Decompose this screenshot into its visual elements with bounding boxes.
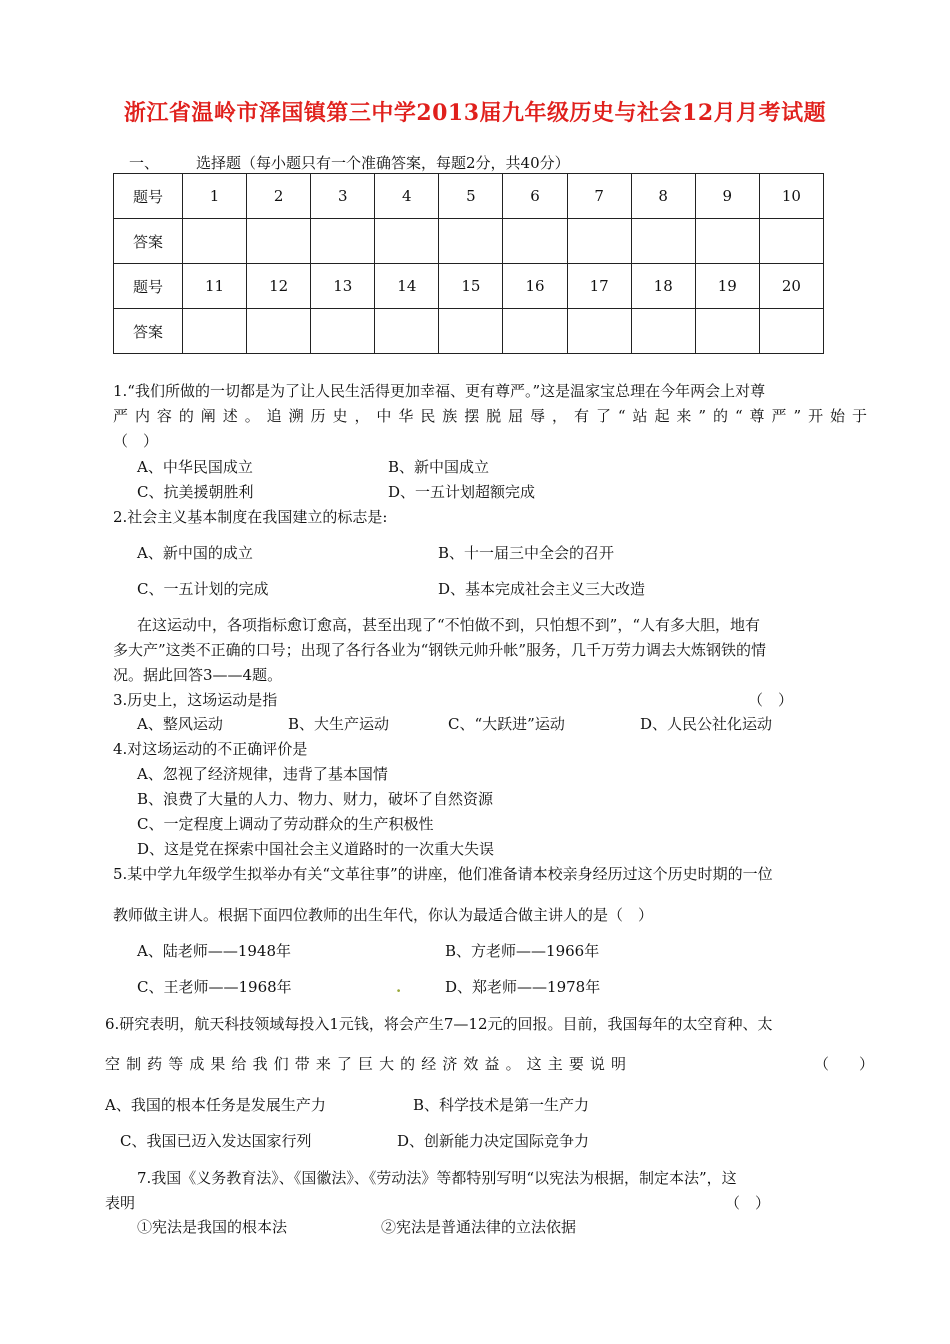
q7-stem-line2: 表明	[105, 1194, 136, 1212]
q7-stem-line1: 7.我国《义务教育法》、《国徽法》、《劳动法》等都特别写明“以宪法为根据，制定本法”，这	[137, 1169, 737, 1187]
answer-cell[interactable]	[439, 219, 503, 264]
table-cell: 14	[375, 264, 439, 309]
answer-cell[interactable]	[503, 309, 567, 354]
q3-option-d[interactable]: D、人民公社化运动	[640, 715, 773, 733]
table-row	[114, 219, 824, 264]
answer-cell[interactable]	[247, 219, 311, 264]
table-cell: 答案	[114, 309, 183, 354]
table-cell: 19	[695, 264, 759, 309]
answer-cell[interactable]	[247, 309, 311, 354]
q6-option-c[interactable]: C、我国已迈入发达国家行列	[120, 1132, 312, 1150]
table-row	[114, 174, 824, 219]
answer-cell[interactable]	[759, 219, 823, 264]
answer-cell[interactable]	[695, 219, 759, 264]
q5-stem-line1: 5.某中学九年级学生拟举办有关“文革往事”的讲座，他们准备请本校亲身经历过这个历史时期的一位	[113, 865, 773, 883]
q6-stem-line1: 6.研究表明，航天科技领域每投入1元钱，将会产生7—12元的回报。目前，我国每年的太空育种、太	[105, 1015, 773, 1033]
q5-option-c[interactable]: C、王老师——1968年	[137, 978, 292, 996]
answer-cell[interactable]	[567, 309, 631, 354]
q3-option-a[interactable]: A、整风运动	[137, 715, 223, 733]
answer-cell[interactable]	[375, 309, 439, 354]
table-cell: 2	[247, 174, 311, 219]
table-cell: 17	[567, 264, 631, 309]
stray-dot: .	[396, 978, 402, 996]
answer-table	[113, 173, 824, 354]
answer-cell[interactable]	[183, 309, 247, 354]
answer-cell[interactable]	[311, 309, 375, 354]
table-cell: 13	[311, 264, 375, 309]
passage-line3: 况。据此回答3——4题。	[113, 666, 283, 684]
answer-cell[interactable]	[567, 219, 631, 264]
answer-cell[interactable]	[375, 219, 439, 264]
q4-option-a[interactable]: A、忽视了经济规律，违背了基本国情	[137, 765, 388, 783]
q1-option-c[interactable]: C、抗美援朝胜利	[137, 483, 254, 501]
section-number: 一、	[129, 154, 160, 172]
q2-option-d[interactable]: D、基本完成社会主义三大改造	[438, 580, 646, 598]
q5-option-d[interactable]: D、郑老师——1978年	[445, 978, 601, 996]
answer-cell[interactable]	[183, 219, 247, 264]
passage-line1: 在这运动中，各项指标愈订愈高，甚至出现了“不怕做不到，只怕想不到”，“人有多大胆，地有	[137, 616, 761, 634]
table-cell: 9	[695, 174, 759, 219]
q1-stem-line2: 严内容的阐述。追溯历史，中华民族摆脱屈辱，有了“站起来”的“尊严”开始于	[113, 407, 867, 425]
table-row	[114, 309, 824, 354]
q2-option-b[interactable]: B、十一届三中全会的召开	[438, 544, 615, 562]
q2-option-c[interactable]: C、一五计划的完成	[137, 580, 269, 598]
table-cell: 答案	[114, 219, 183, 264]
table-cell: 6	[503, 174, 567, 219]
table-cell: 8	[631, 174, 695, 219]
q1-stem-line1: 1.“我们所做的一切都是为了让人民生活得更加幸福、更有尊严。”这是温家宝总理在今年两会上对尊	[113, 382, 766, 400]
q5-option-b[interactable]: B、方老师——1966年	[445, 942, 600, 960]
table-cell: 3	[311, 174, 375, 219]
q3-stem: 3.历史上，这场运动是指	[113, 691, 278, 709]
q7-statement-1[interactable]: ①宪法是我国的根本法	[137, 1218, 288, 1236]
answer-cell[interactable]	[759, 309, 823, 354]
table-cell: 20	[759, 264, 823, 309]
q4-option-c[interactable]: C、一定程度上调动了劳动群众的生产积极性	[137, 815, 434, 833]
table-cell: 4	[375, 174, 439, 219]
answer-cell[interactable]	[439, 309, 503, 354]
section-heading: 选择题（每小题只有一个准确答案，每题2分，共40分）	[196, 154, 570, 172]
q5-option-a[interactable]: A、陆老师——1948年	[137, 942, 292, 960]
q6-option-d[interactable]: D、创新能力决定国际竞争力	[397, 1132, 590, 1150]
q3-option-b[interactable]: B、大生产运动	[288, 715, 390, 733]
table-cell: 18	[631, 264, 695, 309]
table-cell: 16	[503, 264, 567, 309]
table-cell: 15	[439, 264, 503, 309]
answer-paren: （ ）	[725, 1194, 771, 1212]
table-cell: 1	[183, 174, 247, 219]
answer-cell[interactable]	[503, 219, 567, 264]
answer-cell[interactable]	[311, 219, 375, 264]
answer-paren: （ ）	[748, 691, 794, 709]
q6-stem-line2: 空制药等成果给我们带来了巨大的经济效益。这主要说明	[105, 1055, 628, 1073]
answer-cell[interactable]	[631, 219, 695, 264]
q6-option-a[interactable]: A、我国的根本任务是发展生产力	[105, 1096, 326, 1114]
table-cell: 题号	[114, 264, 183, 309]
table-cell: 题号	[114, 174, 183, 219]
q7-statement-2[interactable]: ②宪法是普通法律的立法依据	[381, 1218, 577, 1236]
page-title: 浙江省温岭市泽国镇第三中学2013届九年级历史与社会12月月考试题	[123, 100, 827, 126]
q3-option-c[interactable]: C、“大跃进”运动	[448, 715, 565, 733]
q1-option-d[interactable]: D、一五计划超额完成	[388, 483, 536, 501]
table-cell: 10	[759, 174, 823, 219]
q2-option-a[interactable]: A、新中国的成立	[137, 544, 253, 562]
q5-stem-line2: 教师做主讲人。根据下面四位教师的出生年代，你认为最适合做主讲人的是（ ）	[113, 906, 654, 924]
answer-paren: （ ）	[113, 432, 159, 450]
q4-option-b[interactable]: B、浪费了大量的人力、物力、财力，破坏了自然资源	[137, 790, 494, 808]
answer-cell[interactable]	[631, 309, 695, 354]
answer-cell[interactable]	[695, 309, 759, 354]
table-cell: 5	[439, 174, 503, 219]
table-row	[114, 264, 824, 309]
q4-option-d[interactable]: D、这是党在探索中国社会主义道路时的一次重大失误	[137, 840, 495, 858]
q6-option-b[interactable]: B、科学技术是第一生产力	[413, 1096, 590, 1114]
q1-option-a[interactable]: A、中华民国成立	[137, 458, 253, 476]
table-cell: 7	[567, 174, 631, 219]
table-cell: 11	[183, 264, 247, 309]
answer-paren: （ ）	[814, 1055, 875, 1073]
table-cell: 12	[247, 264, 311, 309]
q4-stem: 4.对这场运动的不正确评价是	[113, 740, 308, 758]
q1-option-b[interactable]: B、新中国成立	[388, 458, 490, 476]
q2-stem: 2.社会主义基本制度在我国建立的标志是:	[113, 508, 388, 526]
passage-line2: 多大产”这类不正确的口号；出现了各行各业为“钢铁元帅升帐”服务，几千万劳力调去大炼钢铁的情	[113, 641, 767, 659]
